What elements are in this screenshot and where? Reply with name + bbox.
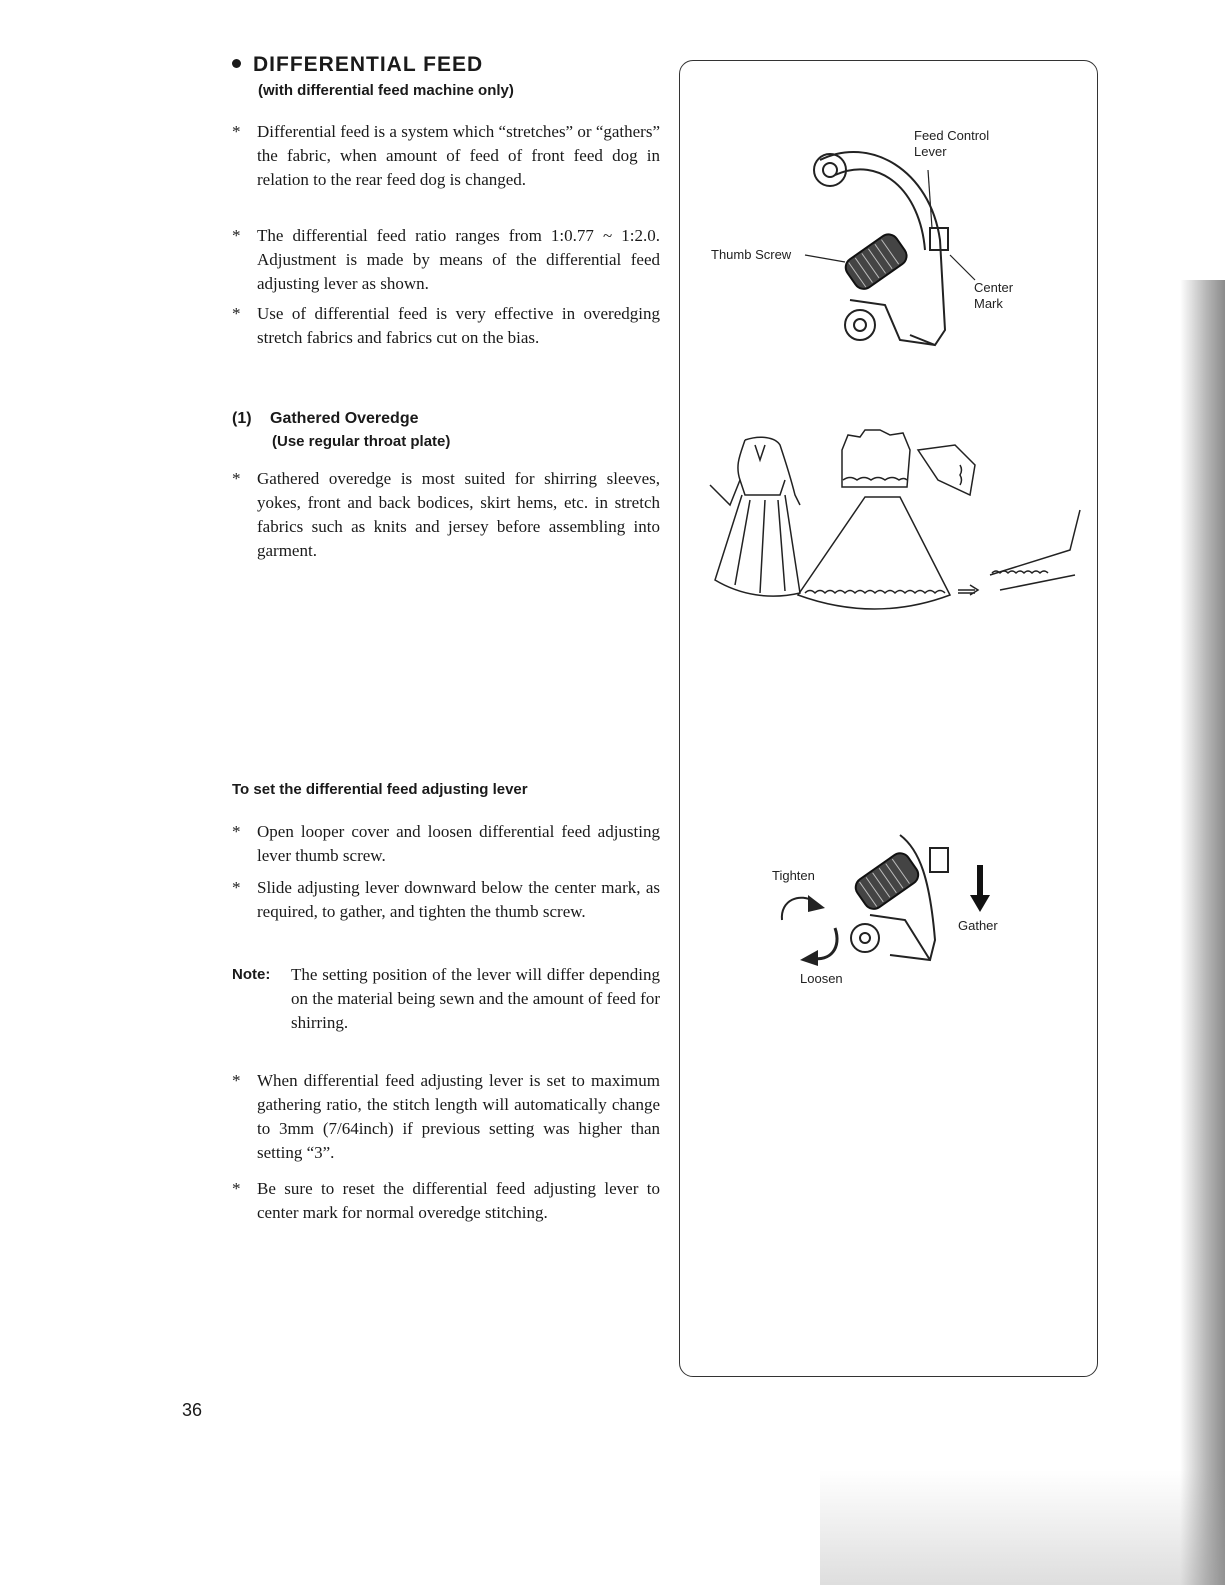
section-title: DIFFERENTIAL FEED [232,53,483,77]
center-mark-label: Center Mark [974,280,1014,311]
procedure-title: To set the differential feed adjusting lever [232,781,528,798]
scan-edge-shadow [1180,280,1225,1585]
note-label: Note: [232,966,271,983]
note: Note: The setting position of the lever will differ depending on the material being sewn and the amount of feed for shirring. [232,965,660,1032]
paragraph: * When differential feed adjusting lever is set to maximum gathering ratio, the stitch length will automatically change to 3mm (7/64inch) if previous setting was higher than setting “3”. [232,1071,660,1162]
subsection-subtitle: (Use regular throat plate) [272,433,451,450]
gather-label: Gather [958,918,998,933]
thumb-screw-label: Thumb Screw [711,247,792,262]
tighten-label: Tighten [772,868,815,883]
asterisk-icon: * [232,304,241,323]
paragraph: * Use of differential feed is very effective in overedging stretch fabrics and fabrics cut on the bias. [232,304,660,347]
asterisk-icon: * [232,469,241,488]
paragraph: * Open looper cover and loosen differential feed adjusting lever thumb screw. [232,822,660,865]
asterisk-icon: * [232,1071,241,1090]
paragraph: * The differential feed ratio ranges from 1:0.77 ~ 1:2.0. Adjustment is made by means of the differential feed adjusting lever as shown. [232,226,660,293]
asterisk-icon: * [232,1179,241,1198]
paragraph: * Slide adjusting lever downward below the center mark, as required, to gather, and tighten the thumb screw. [232,878,660,921]
feed-control-lever-label: Feed Control Lever [914,128,990,159]
garment-illustration [700,425,1090,625]
heading-bullet-icon [232,59,241,68]
paragraph: * Differential feed is a system which “stretches” or “gathers” the fabric, when amount of feed of front feed dog in relation to the rear feed dog is changed. [232,122,660,189]
section-subtitle: (with differential feed machine only) [258,82,514,99]
scan-bottom-shadow [820,1470,1225,1585]
paragraph: * Be sure to reset the differential feed adjusting lever to center mark for normal overedge stitching. [232,1179,660,1222]
asterisk-icon: * [232,822,241,841]
subsection-title: (1) Gathered Overedge [232,410,419,427]
asterisk-icon: * [232,878,241,897]
asterisk-icon: * [232,226,241,245]
lever-adjust-illustration [770,820,1000,980]
asterisk-icon: * [232,122,241,141]
paragraph: * Gathered overedge is most suited for shirring sleeves, yokes, front and back bodices, skirt hems, etc. in stretch fabrics such as knits and jersey before assembling into garment. [232,469,660,560]
loosen-label: Loosen [800,971,843,986]
feed-control-lever-illustration [790,130,990,360]
page-number: 36 [182,1400,203,1420]
